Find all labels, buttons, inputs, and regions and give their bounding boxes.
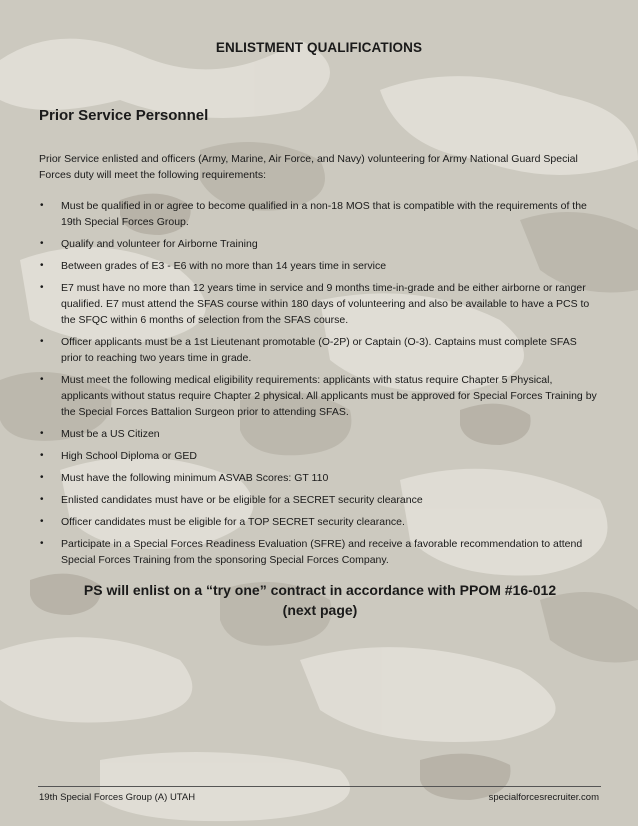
enlistment-callout bbox=[40, 580, 600, 620]
list-item-text: Between grades of E3 - E6 with no more than 14 years time in service bbox=[61, 260, 387, 272]
list-item-text: Officer applicants must be a 1st Lieutenant promotable (O-2P) or Captain (O-3). Captains must complete SFAS prior to reaching two years time in grade. bbox=[61, 336, 577, 364]
list-item-text: Participate in a Special Forces Readiness Evaluation (SFRE) and receive a favorable recommendation to attend Special Forces Training from the sponsoring Special Forces Company. bbox=[61, 538, 583, 566]
list-item-text: Must be qualified in or agree to become qualified in a non-18 MOS that is compatible with the requirements of the 19th Special Forces Group. bbox=[61, 200, 587, 228]
list-item-text: E7 must have no more than 12 years time in service and 9 months time-in-grade and be either airborne or ranger qualified. E7 must attend the SFAS course within 180 days of volunteering and also be available to have a PCS to the SFQC within 6 months of selection from the SFAS course. bbox=[61, 282, 590, 326]
list-item bbox=[39, 470, 599, 486]
bullet-icon: • bbox=[40, 472, 44, 483]
list-item-text: Enlisted candidates must have or be eligible for a SECRET security clearance bbox=[61, 494, 423, 506]
footer-divider bbox=[38, 786, 601, 787]
list-item bbox=[39, 514, 599, 530]
list-item bbox=[39, 198, 599, 230]
list-item bbox=[39, 280, 599, 328]
list-item bbox=[39, 236, 599, 252]
bullet-icon: • bbox=[40, 282, 44, 293]
callout-line-1: PS will enlist on a “try one” contract in accordance with PPOM #16-012 bbox=[83, 582, 557, 598]
footer-organization: 19th Special Forces Group (A) UTAH bbox=[39, 792, 196, 803]
list-item bbox=[39, 372, 599, 420]
list-item bbox=[39, 448, 599, 464]
list-item bbox=[39, 536, 599, 568]
bullet-icon: • bbox=[40, 538, 44, 549]
requirements-list bbox=[39, 198, 599, 574]
list-item bbox=[39, 426, 599, 442]
bullet-icon: • bbox=[40, 428, 44, 439]
section-heading: Prior Service Personnel bbox=[39, 107, 209, 124]
list-item bbox=[39, 258, 599, 274]
bullet-icon: • bbox=[40, 200, 44, 211]
list-item-text: Officer candidates must be eligible for a TOP SECRET security clearance. bbox=[61, 516, 405, 528]
list-item-text: Qualify and volunteer for Airborne Training bbox=[61, 238, 258, 250]
bullet-icon: • bbox=[40, 516, 44, 527]
bullet-icon: • bbox=[40, 374, 44, 385]
bullet-icon: • bbox=[40, 238, 44, 249]
list-item-text: Must have the following minimum ASVAB Scores: GT 110 bbox=[61, 472, 329, 484]
list-item-text: High School Diploma or GED bbox=[61, 450, 197, 462]
footer-website: specialforcesrecruiter.com bbox=[488, 792, 599, 803]
bullet-icon: • bbox=[40, 450, 44, 461]
bullet-icon: • bbox=[40, 260, 44, 271]
intro-paragraph: Prior Service enlisted and officers (Army, Marine, Air Force, and Navy) volunteering for Army National Guard Special Forces duty will meet the following requirements: bbox=[39, 153, 578, 181]
list-item bbox=[39, 334, 599, 366]
page-title: ENLISTMENT QUALIFICATIONS bbox=[215, 40, 423, 55]
list-item-text: Must meet the following medical eligibility requirements: applicants with status require Chapter 5 Physical, applicants without status require Chapter 2 physical. All applicants must be approved for Special Forces Training by the Special Forces Battalion Surgeon prior to attending SFAS. bbox=[61, 374, 597, 418]
bullet-icon: • bbox=[40, 494, 44, 505]
bullet-icon: • bbox=[40, 336, 44, 347]
list-item bbox=[39, 492, 599, 508]
callout-line-2: (next page) bbox=[282, 602, 358, 618]
list-item-text: Must be a US Citizen bbox=[61, 428, 160, 440]
